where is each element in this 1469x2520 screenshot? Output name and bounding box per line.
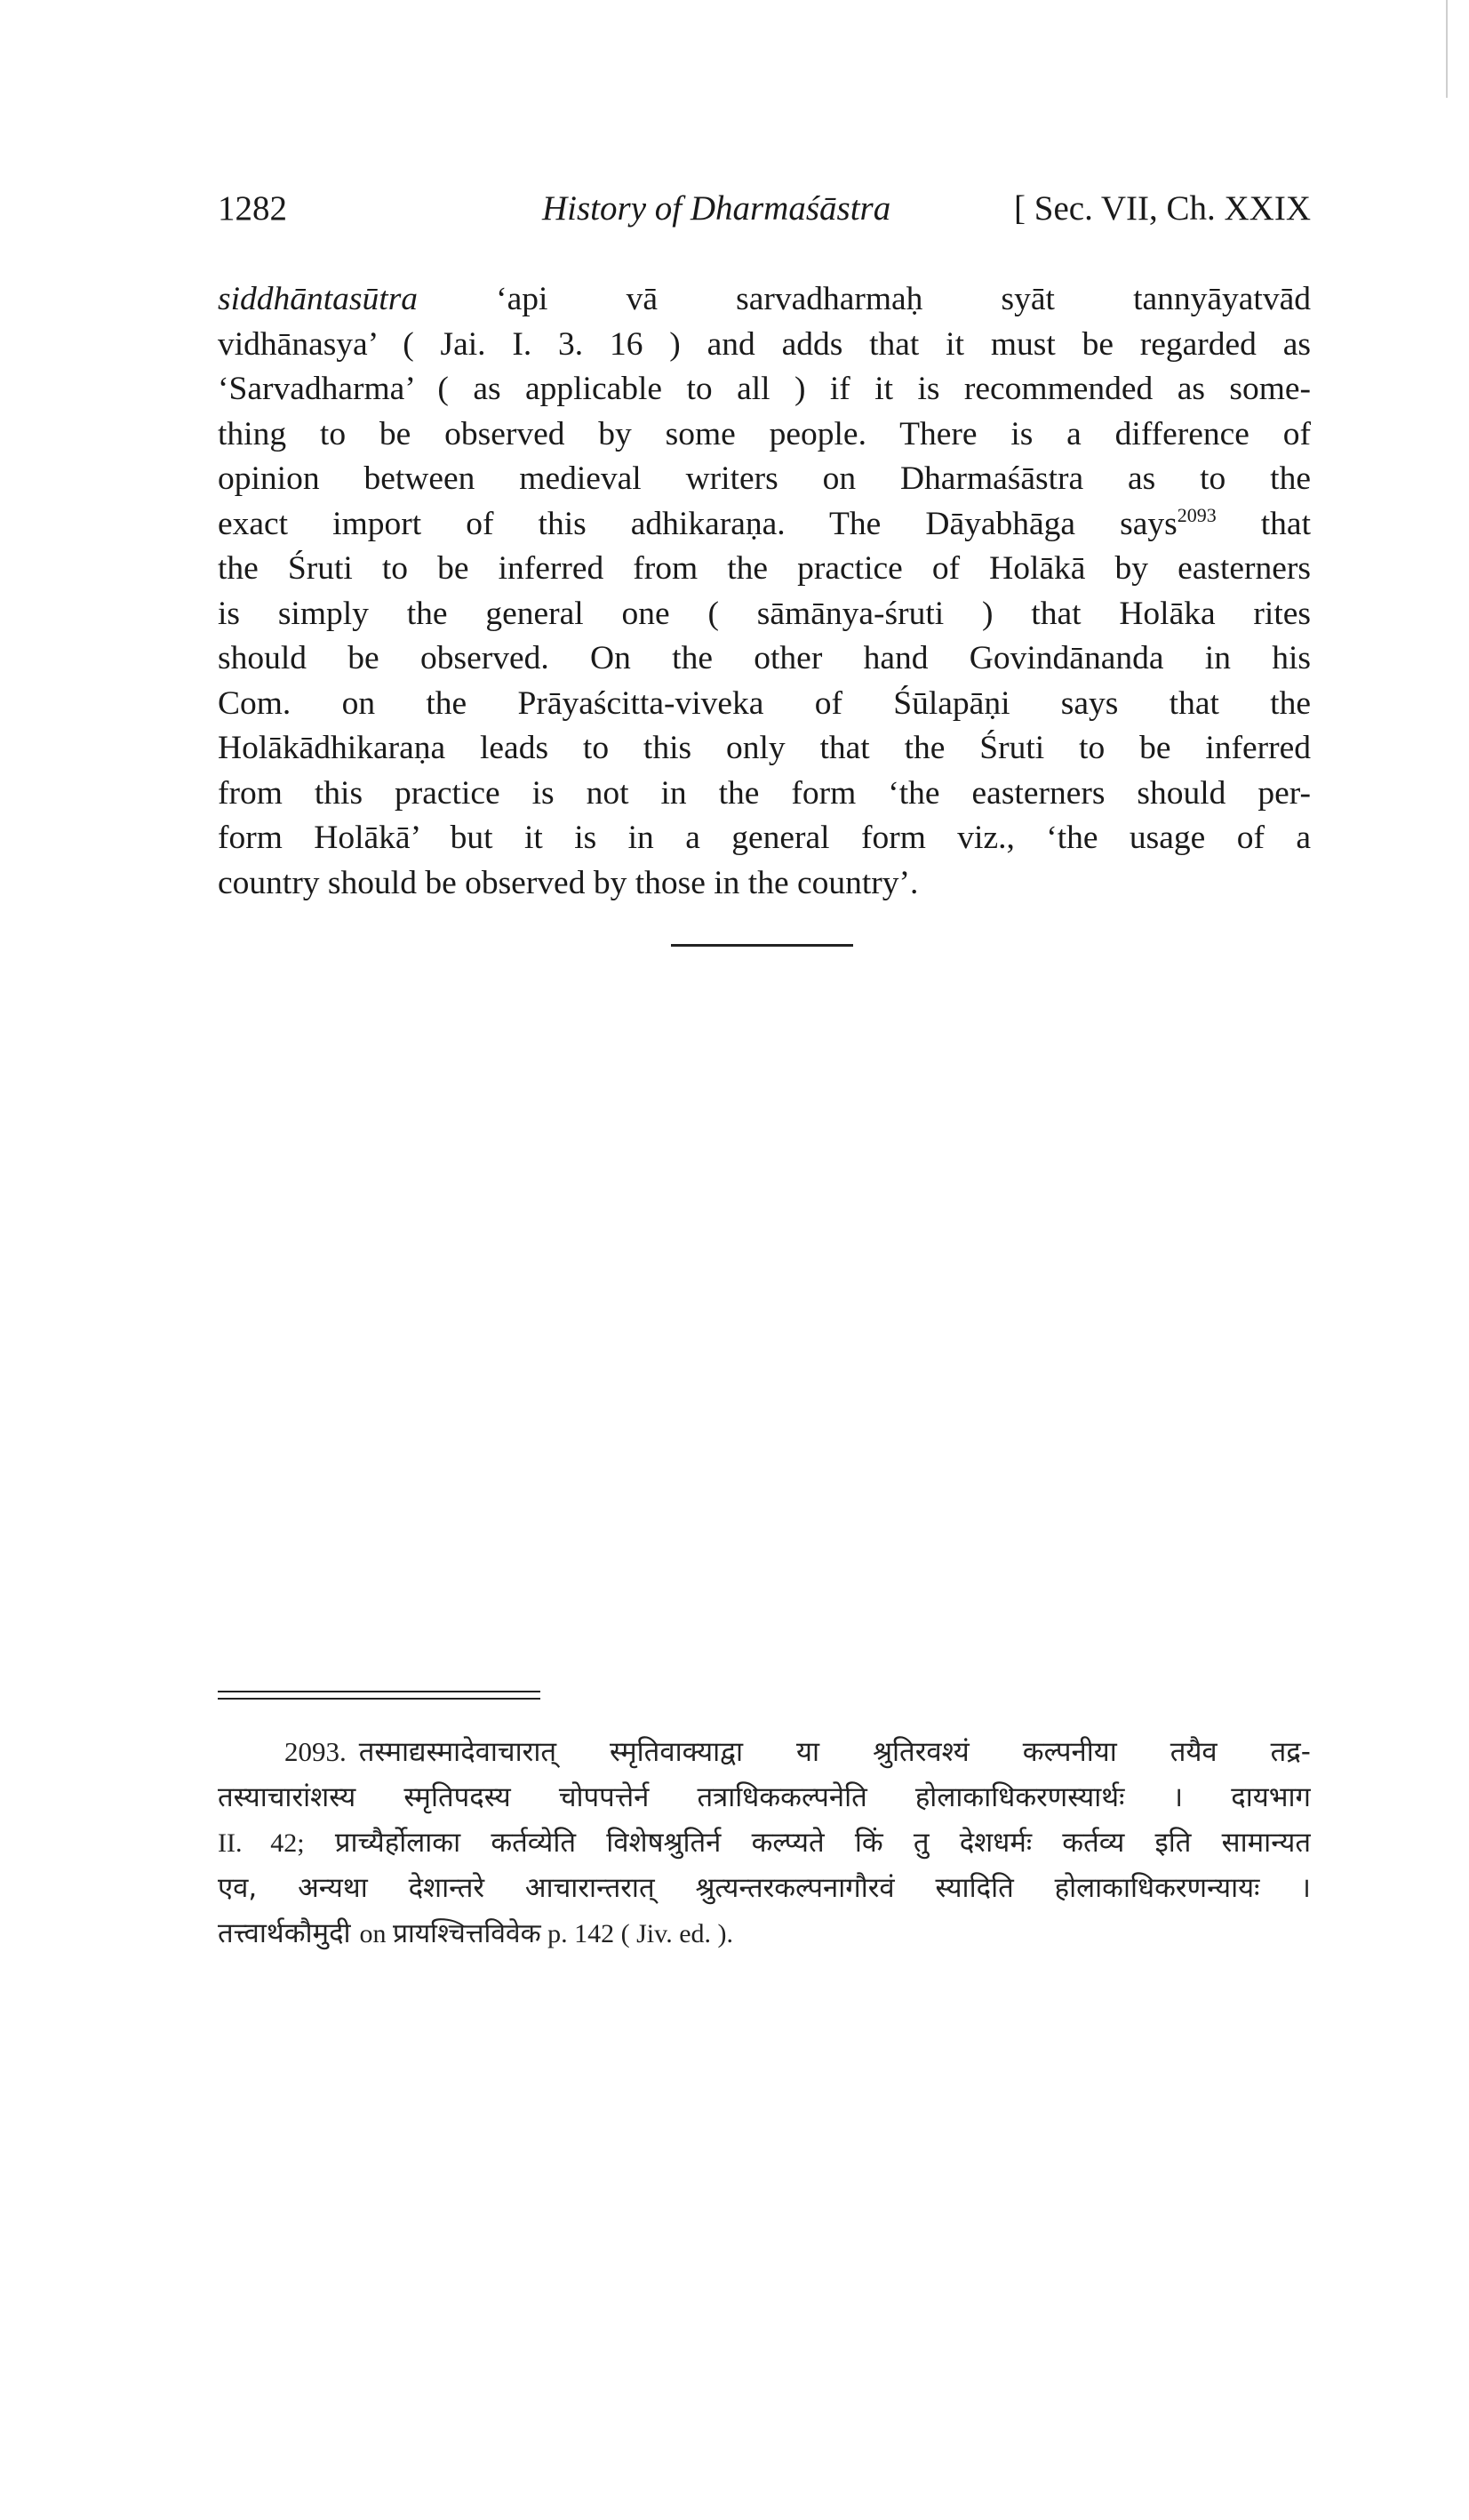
body-line-14: country should be observed by those in the country’. [218, 864, 919, 901]
footnote-reference[interactable]: 2093 [1177, 503, 1217, 526]
body-line-1 [218, 277, 1311, 323]
footnote-line-3 [218, 1820, 1311, 1866]
body-line-2: vidhānasya’ ( Jai. I. 3. 16 ) and adds that it must be regarded as [218, 325, 1311, 363]
body-line-4: thing to be observed by some people. There is a difference of [218, 415, 1311, 452]
footnote-line-1 [218, 1729, 1311, 1775]
page-number: 1282 [218, 189, 287, 228]
footnote-line-5-text: तत्त्वार्थकौमुदी [218, 1917, 351, 1949]
footnote-2093 [218, 1729, 1311, 1956]
footnote-line-3-prefix: II. 42; [218, 1828, 305, 1858]
body-line-9: should be observed. On the other hand Govindānanda in his [218, 640, 1311, 676]
lead-italic-term: siddhāntasūtra [218, 281, 419, 317]
body-line-3: ‘Sarvadharma’ ( as applicable to all ) if it is recommended as some- [218, 371, 1311, 407]
footnote-separator-line-1 [218, 1691, 540, 1692]
footnote-line-3-text: प्राच्यैर्होलाका कर्तव्येति विशेषश्रुतिर्न कल्प्यते किं तु देशधर्मः कर्तव्य इति सामान्यत [334, 1827, 1311, 1859]
body-line-10: Com. on the Prāyaścitta-viveka of Śūlapāṇi says that the [218, 684, 1311, 722]
body-paragraph [218, 277, 1311, 906]
body-line-5: opinion between medieval writers on Dharmaśāstra as to the [218, 460, 1311, 497]
body-line-13: form Holākā’ but it is in a general form viz., ‘the usage of a [218, 820, 1311, 856]
page-edge-mark [1446, 0, 1448, 98]
body-line-6 [218, 502, 1311, 548]
body-line-7: the Śruti to be inferred from the practice of Holākā by easterners [218, 550, 1311, 587]
running-header [218, 188, 1311, 242]
section-end-rule [671, 944, 853, 947]
body-line-11: Holākādhikaraṇa leads to this only that the Śruti to be inferred [218, 730, 1311, 766]
body-line-6-tail: that [1260, 505, 1311, 542]
footnote-line-4: एव, अन्यथा देशान्तरे आचारान्तरात् श्रुत्यन्तरकल्पनागौरवं स्यादिति होलाकाधिकरणन्यायः । [218, 1872, 1311, 1904]
footnote-separator-line-2 [218, 1698, 540, 1700]
footnote-line-2: तस्याचारांशस्य स्मृतिपदस्य चोपपत्तेर्न तत्राधिककल्पनेति होलाकाधिकरणस्यार्थः । दायभाग [218, 1781, 1311, 1813]
footnote-number: 2093. [284, 1736, 347, 1767]
footnote-line-5-tail: on प्रायश्चित्तविवेक p. 142 ( Jiv. ed. ). [359, 1919, 734, 1948]
body-line-12: from this practice is not in the form ‘the easterners should per- [218, 774, 1311, 812]
body-line-8: is simply the general one ( sāmānya-śruti ) that Holāka rites [218, 595, 1311, 632]
running-title: History of Dharmaśāstra [542, 189, 891, 228]
footnote-line-1-text: तस्माद्यस्मादेवाचारात् स्मृतिवाक्याद्वा या श्रुतिरवश्यं कल्पनीया तयैव तद्र- [358, 1736, 1311, 1768]
footnote-separator [218, 1691, 540, 1705]
section-label: [ Sec. VII, Ch. XXIX [1014, 189, 1311, 228]
body-line-1-text: ‘api vā sarvadharmaḥ syāt tannyāyatvād [496, 281, 1311, 317]
body-line-6-text: exact import of this adhikaraṇa. The Dāyabhāga says [218, 505, 1178, 542]
footnote-line-5 [218, 1911, 1311, 1956]
